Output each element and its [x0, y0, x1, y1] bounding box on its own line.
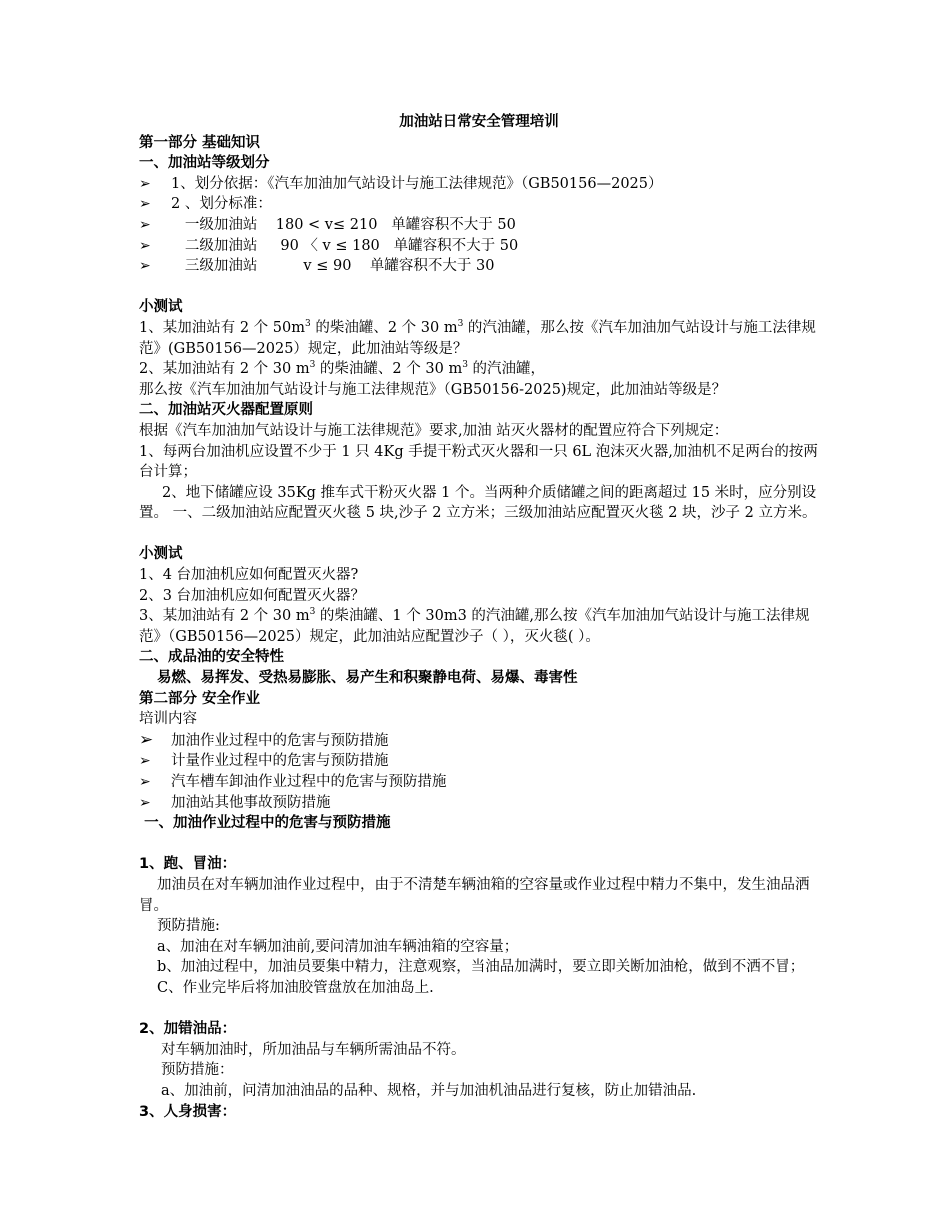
spacer — [139, 999, 819, 1020]
training-label: 培训内容 — [139, 711, 197, 728]
subsection1-item-a: a、加油在对车辆加油前,要问清加油车辆油箱的空容量； — [157, 938, 519, 955]
quiz1-question-1: 1、某加油站有 2 个 $50m^3$ 的柴油罐、2 个 30 $m^3$ 的汽油罐，那么按《汽车加油加气站设计与施工法律规范》(GB50156—2025）规定，此加油站等级是？ — [139, 319, 816, 357]
spacer — [139, 524, 819, 545]
quiz1-question-2: 2、某加油站有 2 个 30 $m^3$ 的柴油罐、2 个 30 $m^3$ 的汽油罐， — [139, 360, 546, 378]
subsection3-heading: 3、人身损害： — [139, 1103, 237, 1120]
section2-paragraph: 1、每两台加油机应设置不少于 1 只 4Kg 手提干粉式灭火器和一只 6L 泡沫灭火器,加油机不足两台的按两台计算； — [139, 443, 818, 481]
section1-heading: 一、加油站等级划分 — [139, 155, 270, 172]
spacer — [139, 277, 819, 298]
document-title: 加油站日常安全管理培训 — [399, 114, 559, 130]
subsection2-desc: 对车辆加油时，所加油品与车辆所需油品不符。 — [161, 1041, 466, 1058]
subsection2-heading: 2、加错油品： — [139, 1021, 237, 1038]
arrow-bullet-icon: ➢ — [139, 258, 151, 275]
section3-heading: 二、成品油的安全特性 — [139, 649, 284, 666]
list-item: ➢ 加油作业过程中的危害与预防措施 — [139, 729, 389, 750]
subsection2-prevent: 预防措施： — [161, 1062, 234, 1079]
list-item: ➢ 加油站其他事故预防措施 — [139, 793, 819, 814]
list-item: ➢ 2 、划分标准： — [139, 194, 819, 215]
quiz2-question-2: 2、3 台加油机应如何配置灭火器？ — [139, 587, 366, 604]
quiz2-question-1: 1、4 台加油机应如何配置灭火器? — [139, 567, 359, 584]
arrow-bullet-icon: ➢ — [139, 774, 151, 790]
arrow-bullet-icon: ➢ — [139, 175, 151, 192]
subsection1-heading: 1、跑、冒油： — [139, 856, 237, 873]
quiz2-question-3: 3、某加油站有 2 个 30 $m^3$ 的柴油罐、1 个 30m3 的汽油罐,那么按《汽车加油加气站设计与施工法律规范》（GB50156—2025）规定，此加油站应配置沙子（ ），灭火毯( ）。 — [139, 607, 810, 645]
quiz1-question-2-cont: 那么按《汽车加油加气站设计与施工法律规范》（GB50156-2025)规定，此加油站等级是？ — [139, 381, 727, 398]
quiz1-heading: 小测试 — [139, 299, 183, 316]
arrow-bullet-icon: ➢ — [139, 216, 151, 233]
arrow-bullet-icon: ➢ — [139, 753, 151, 770]
list-item: ➢ 一级加油站 180 < v≤ 210 单罐容积不大于 50 — [139, 215, 819, 236]
section2-paragraph: 根据《汽车加油加气站设计与施工法律规范》要求,加油 站灭火器材的配置应符合下列规定： — [139, 422, 729, 439]
subsection1-prevent: 预防措施: — [157, 918, 220, 935]
subsection1-item-b: b、加油过程中，加油员要集中精力，注意观察，当油品加满时，要立即关断加油枪，做到不洒不冒； — [157, 959, 805, 976]
spacer — [139, 834, 819, 855]
part1-heading: 第一部分 基础知识 — [139, 134, 261, 151]
part2-heading: 第二部分 安全作业 — [139, 690, 261, 707]
list-item: ➢ 三级加油站 v ≤ 90 单罐容积不大于 30 — [139, 256, 819, 277]
arrow-bullet-icon: ➢ — [139, 729, 154, 750]
document-page — [139, 112, 819, 1122]
list-item: ➢ 二级加油站 90 〈 v ≤ 180 单罐容积不大于 50 — [139, 236, 819, 257]
list-item: ➢ 1、划分依据：《汽车加油加气站设计与施工法律规范》（GB50156—2025） — [139, 174, 819, 195]
subsection1-desc: 加油员在对车辆加油作业过程中，由于不清楚车辆油箱的空容量或作业过程中精力不集中，发生油品洒冒。 — [139, 876, 810, 914]
list-item: ➢ 汽车槽车卸油作业过程中的危害与预防措施 — [139, 772, 819, 793]
arrow-bullet-icon: ➢ — [139, 794, 151, 811]
arrow-bullet-icon: ➢ — [139, 237, 151, 254]
section4-heading: 一、加油作业过程中的危害与预防措施 — [139, 815, 391, 832]
subsection2-item-a: a、加油前，问清加油油品的品种、规格，并与加油机油品进行复核，防止加错油品. — [161, 1082, 697, 1099]
section2-heading: 二、加油站灭火器配置原则 — [139, 402, 313, 419]
quiz2-heading: 小测试 — [139, 546, 183, 563]
arrow-bullet-icon: ➢ — [139, 196, 151, 213]
section3-body: 易燃、易挥发、受热易膨胀、易产生和积聚静电荷、易爆、毒害性 — [157, 670, 578, 687]
section2-paragraph: 2、地下储罐应设 35Kg 推车式干粉灭火器 1 个。当两种介质储罐之间的距离超过 15 米时，应分别设置。 一、二级加油站应配置灭火毯 5 块,沙子 2 立方米；三级加油站应配置灭火毯 2 块，沙子 2 立方米。 — [139, 484, 817, 522]
list-item: ➢ 计量作业过程中的危害与预防措施 — [139, 751, 819, 772]
subsection1-item-c: C、作业完毕后将加油胶管盘放在加油岛上. — [157, 979, 434, 996]
